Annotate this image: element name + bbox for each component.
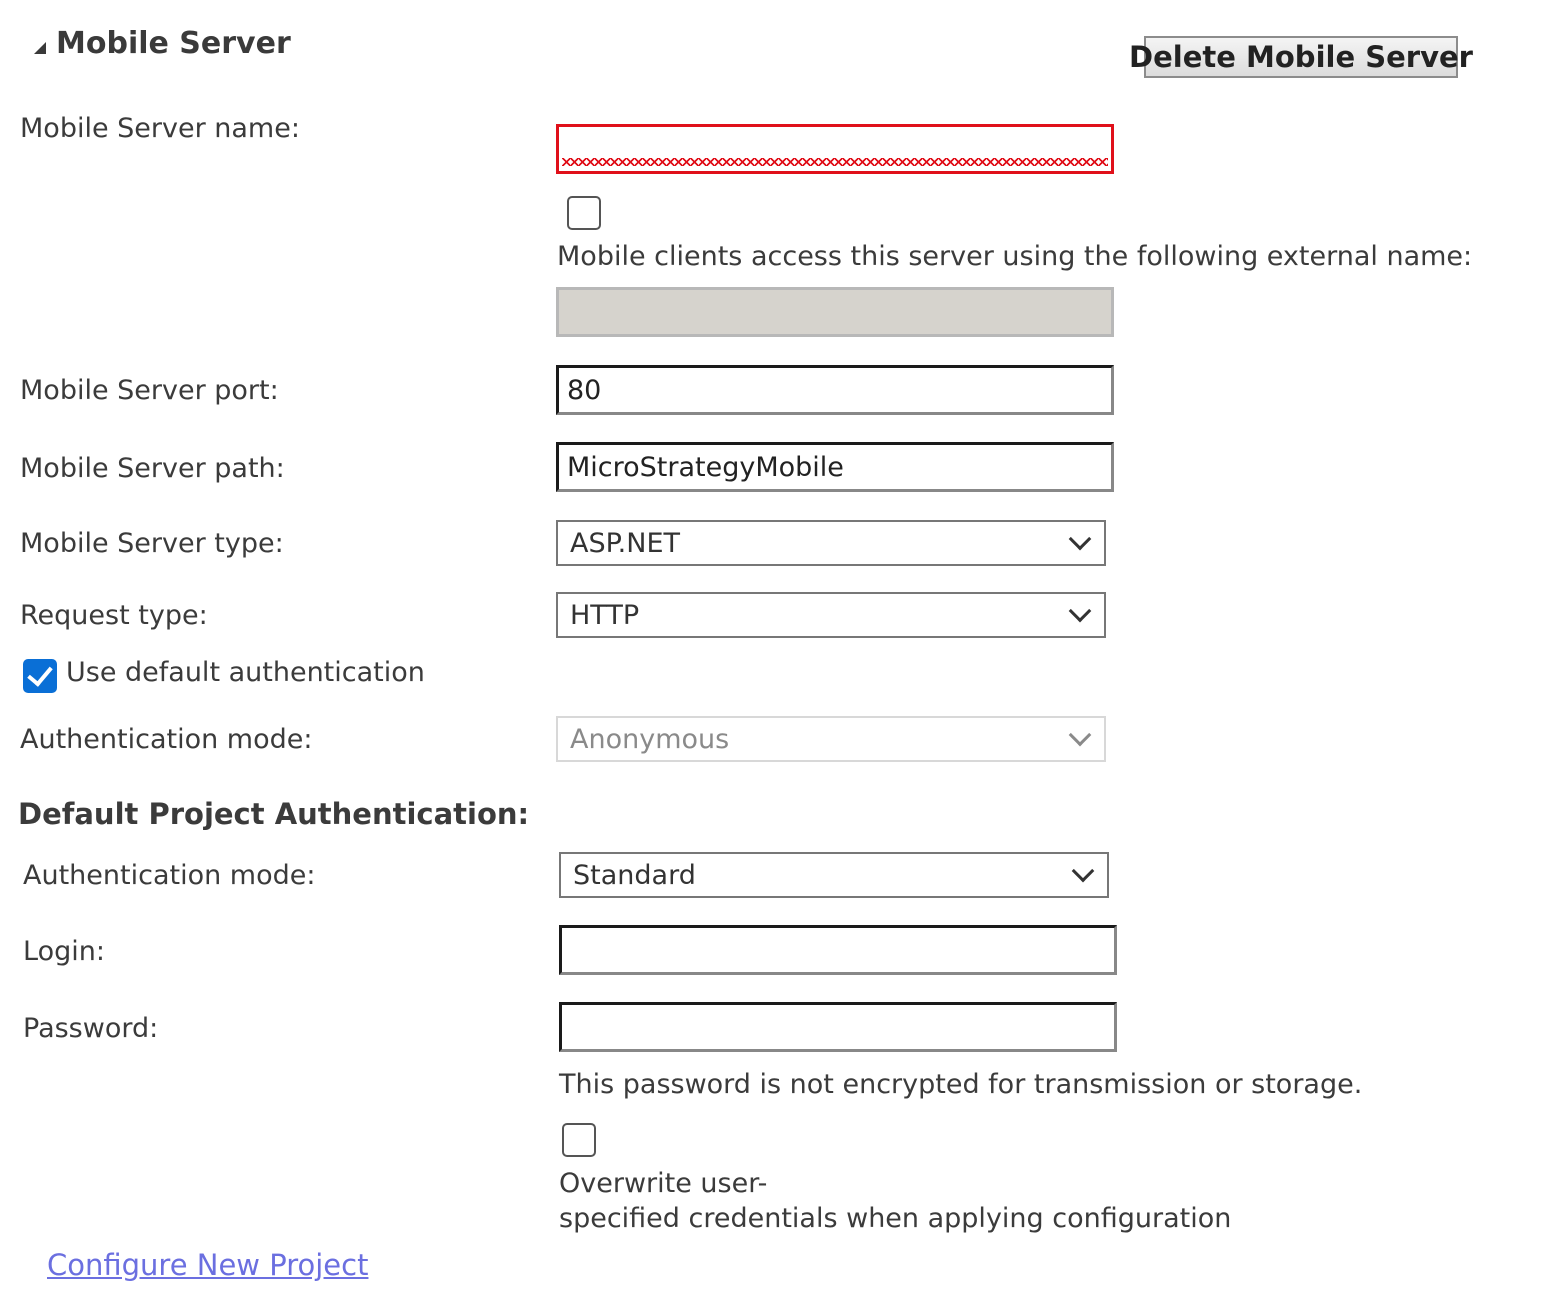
- collapse-triangle-icon[interactable]: [34, 42, 46, 54]
- overwrite-credentials-checkbox[interactable]: [562, 1123, 596, 1157]
- server-name-input[interactable]: [556, 124, 1114, 174]
- password-input[interactable]: [559, 1002, 1117, 1052]
- login-label: Login:: [23, 936, 105, 967]
- password-label: Password:: [23, 1013, 159, 1044]
- chevron-down-icon: [1072, 860, 1095, 883]
- project-auth-mode-label: Authentication mode:: [23, 860, 316, 891]
- chevron-down-icon: [1069, 724, 1092, 747]
- validation-error-underline: [562, 158, 1108, 166]
- checkmark-icon: [27, 660, 53, 687]
- server-type-value: ASP.NET: [570, 527, 681, 559]
- external-name-label: Mobile clients access this server using the following external name:: [557, 241, 1473, 272]
- chevron-down-icon: [1069, 600, 1092, 623]
- external-name-input: [556, 287, 1114, 337]
- overwrite-credentials-label-line1: Overwrite user-: [559, 1168, 768, 1199]
- overwrite-credentials-label-line2: specified credentials when applying configuration: [559, 1203, 1232, 1234]
- path-label: Mobile Server path:: [20, 453, 285, 484]
- request-type-value: HTTP: [570, 599, 640, 631]
- external-name-checkbox[interactable]: [567, 196, 601, 230]
- configure-new-project-link[interactable]: Configure New Project: [47, 1248, 369, 1282]
- auth-mode-label: Authentication mode:: [20, 724, 313, 755]
- request-type-select[interactable]: [556, 592, 1106, 638]
- chevron-down-icon: [1069, 528, 1092, 551]
- request-type-label: Request type:: [20, 600, 208, 631]
- default-project-auth-heading: Default Project Authentication:: [18, 797, 530, 831]
- delete-mobile-server-button[interactable]: Delete Mobile Server: [1144, 36, 1458, 78]
- section-title: Mobile Server: [56, 26, 291, 61]
- section-header[interactable]: [34, 26, 291, 61]
- port-input[interactable]: [556, 365, 1114, 415]
- password-warning-note: This password is not encrypted for transmission or storage.: [559, 1069, 1363, 1100]
- path-input[interactable]: [556, 442, 1114, 492]
- port-label: Mobile Server port:: [20, 375, 279, 406]
- server-type-label: Mobile Server type:: [20, 528, 284, 559]
- project-auth-mode-select[interactable]: [559, 852, 1109, 898]
- use-default-auth-label[interactable]: Use default authentication: [66, 657, 425, 688]
- login-input[interactable]: [559, 925, 1117, 975]
- use-default-auth-checkbox[interactable]: [23, 659, 57, 693]
- auth-mode-select: [556, 716, 1106, 762]
- project-auth-mode-value: Standard: [573, 859, 696, 891]
- auth-mode-value: Anonymous: [570, 723, 730, 755]
- server-type-select[interactable]: [556, 520, 1106, 566]
- server-name-label: Mobile Server name:: [20, 113, 300, 144]
